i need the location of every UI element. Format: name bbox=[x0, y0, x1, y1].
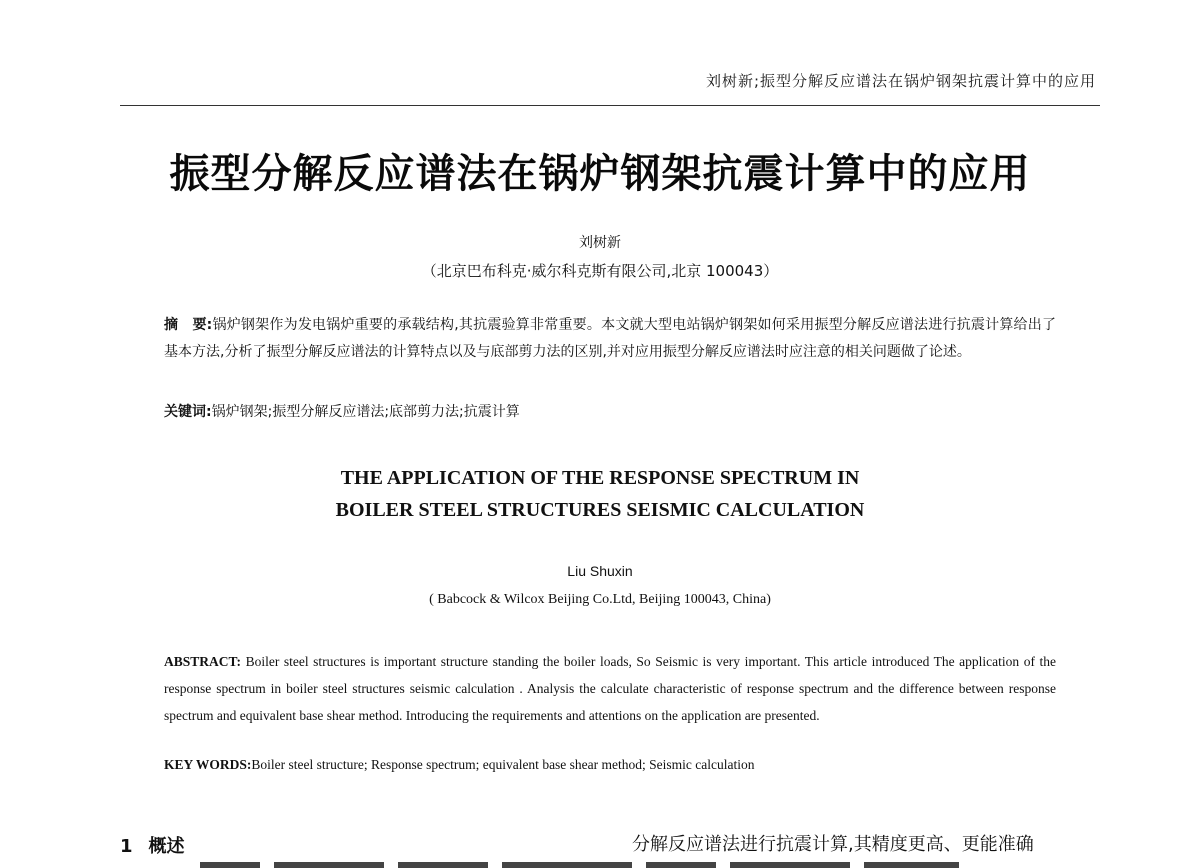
abstract-cn-label: 摘 要: bbox=[164, 317, 213, 333]
abstract-en-label: ABSTRACT: bbox=[164, 654, 242, 669]
section-heading bbox=[120, 832, 185, 858]
title-en-line1: THE APPLICATION OF THE RESPONSE SPECTRUM IN bbox=[340, 467, 860, 489]
abstract-en-text: Boiler steel structures is important structure standing the boiler loads, So Seismic is very important. This article introduced The application of the response spectrum in boiler steel structures seismic calculation . Analysis the calculate characteristic of response spectrum and the difference between response spectrum and equivalent base shear method. Introducing the requirements and attentions on the application are presented. bbox=[164, 654, 1057, 723]
keywords-cn-text: 锅炉钢架;振型分解反应谱法;底部剪力法;抗震计算 bbox=[211, 404, 520, 420]
author-en: Liu Shuxin bbox=[567, 563, 633, 579]
author-cn: 刘树新 bbox=[579, 235, 621, 251]
title-en bbox=[0, 462, 1200, 526]
keywords-cn bbox=[164, 401, 1056, 421]
keywords-cn-label: 关键词: bbox=[164, 404, 212, 420]
title-en-line2: BOILER STEEL STRUCTURES SEISMIC CALCULATION bbox=[335, 499, 865, 521]
keywords-en-label: KEY WORDS: bbox=[164, 757, 252, 772]
abstract-cn bbox=[164, 312, 1056, 366]
running-header: 刘树新;振型分解反应谱法在锅炉钢架抗震计算中的应用 bbox=[705, 72, 1096, 90]
keywords-en bbox=[164, 757, 1056, 773]
abstract-en bbox=[164, 648, 1056, 729]
section-title: 概述 bbox=[148, 836, 185, 857]
affiliation-cn: （北京巴布科克·威尔科克斯有限公司,北京 100043） bbox=[421, 262, 779, 280]
abstract-cn-text: 锅炉钢架作为发电锅炉重要的承载结构,其抗震验算非常重要。本文就大型电站锅炉钢架如何采用振型分解反应谱法进行抗震计算给出了基本方法,分析了振型分解反应谱法的计算特点以及与底部剪力法的区别,并对应用振型分解反应谱法时应注意的相关问题做了论述。 bbox=[164, 317, 1056, 360]
affiliation-en: ( Babcock & Wilcox Beijing Co.Ltd, Beijing 100043, China) bbox=[429, 592, 771, 607]
page-title: 振型分解反应谱法在锅炉钢架抗震计算中的应用 bbox=[169, 151, 1031, 197]
keywords-en-text: Boiler steel structure; Response spectrum; equivalent base shear method; Seismic calculation bbox=[251, 757, 755, 772]
header-rule bbox=[120, 105, 1100, 106]
section-number: 1 bbox=[120, 836, 133, 857]
body-text-right-column: 分解反应谱法进行抗震计算,其精度更高、更能准确 bbox=[632, 834, 1034, 855]
cutoff-text-line bbox=[200, 862, 1030, 868]
